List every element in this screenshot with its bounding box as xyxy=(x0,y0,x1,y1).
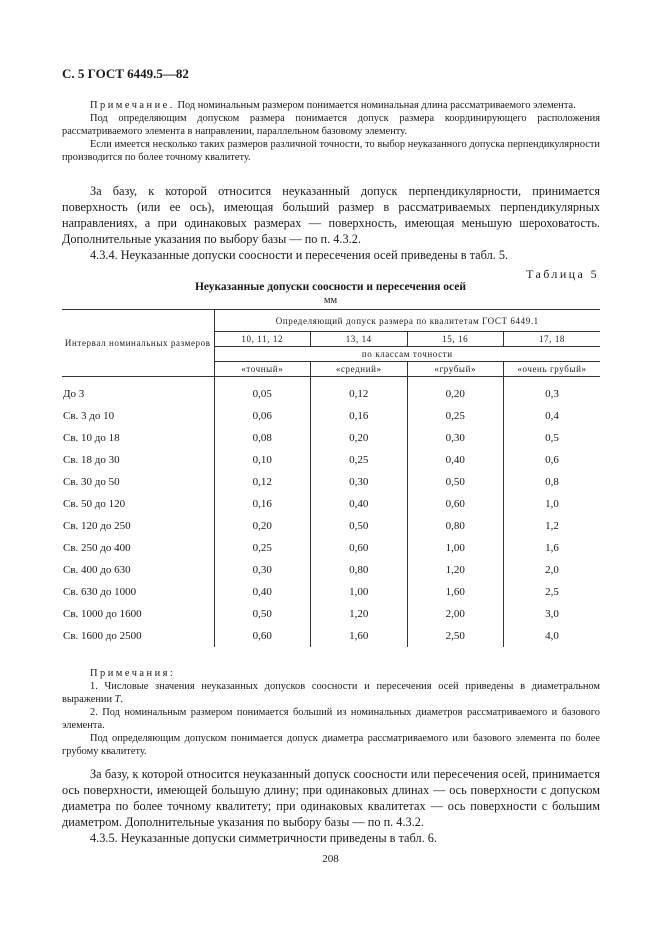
note-1 xyxy=(62,680,600,706)
tolerance-value-cell: 0,16 xyxy=(311,405,408,427)
tolerance-value-cell: 0,60 xyxy=(311,537,408,559)
tolerance-value-cell: 0,80 xyxy=(311,559,408,581)
tolerance-value-cell: 0,50 xyxy=(214,603,311,625)
note-text: Под номинальным размером понимается номинальная длина рассматриваемого элемента. xyxy=(174,100,576,111)
note-1-text: 1. Числовые значения неуказанных допусков соосности и пересечения осей приведены в диаметральном выражении xyxy=(62,681,600,705)
tolerance-value-cell: 1,20 xyxy=(311,603,408,625)
table-row xyxy=(62,471,600,493)
table-title: Неуказанные допуски соосности и пересечения осей xyxy=(194,281,467,293)
body-paragraphs-2 xyxy=(62,766,600,846)
tolerance-value-cell: 1,60 xyxy=(311,625,408,647)
tolerance-value-cell: 0,6 xyxy=(504,449,601,471)
interval-cell: Св. 250 до 400 xyxy=(63,542,131,554)
tolerance-value-cell: 1,0 xyxy=(504,493,601,515)
note-paragraph-3: Если имеется несколько таких размеров различной точности, то выбор неуказанного допуска перпендикулярности производится по более точному квалитету. xyxy=(62,139,600,163)
body-paragraphs-1 xyxy=(62,183,600,263)
tolerance-value-cell: 0,40 xyxy=(214,581,311,603)
tolerance-value-cell: 0,40 xyxy=(407,449,504,471)
tolerance-value-cell: 2,00 xyxy=(407,603,504,625)
interval-cell: Св. 1000 до 1600 xyxy=(63,608,142,620)
interval-cell: Св. 50 до 120 xyxy=(63,498,126,510)
tolerance-value-cell: 2,50 xyxy=(407,625,504,647)
interval-cell: До 3 xyxy=(63,388,85,400)
tolerance-value-cell: 0,30 xyxy=(311,471,408,493)
quality-header: 17, 18 xyxy=(504,332,601,347)
paragraph-base-perpendicularity: За базу, к которой относится неуказанный допуск перпендикулярности, принимается поверхность (или ее ось), имеющая больший размер в рассматриваемых перпендикулярных направлениях, а при одинаковых размерах — поверхность, имеющая меньшую шероховатость. Дополнительные указания по выбору базы — по п. 4.3.2. xyxy=(62,184,600,246)
tolerance-value-cell: 1,6 xyxy=(504,537,601,559)
class-header: «средний» xyxy=(311,362,408,377)
tolerance-value-cell: 0,4 xyxy=(504,405,601,427)
interval-cell: Св. 1600 до 2500 xyxy=(63,630,142,642)
tolerance-value-cell: 0,60 xyxy=(407,493,504,515)
tolerance-value-cell: 0,16 xyxy=(214,493,311,515)
paragraph-4-3-5: 4.3.5. Неуказанные допуски симметричности приведены в табл. 6. xyxy=(90,831,437,845)
tolerance-value-cell: 0,8 xyxy=(504,471,601,493)
note-3: Под определяющим допуском понимается допуск диаметра рассматриваемого или базового элемента по более грубому квалитету. xyxy=(62,733,600,757)
tolerance-value-cell: 0,60 xyxy=(214,625,311,647)
quality-header: 15, 16 xyxy=(407,332,504,347)
tolerance-value-cell: 0,10 xyxy=(214,449,311,471)
interval-cell: Св. 120 до 250 xyxy=(63,520,131,532)
tolerance-value-cell: 4,0 xyxy=(504,625,601,647)
tolerance-value-cell: 1,00 xyxy=(311,581,408,603)
tolerance-value-cell: 0,08 xyxy=(214,427,311,449)
table-row xyxy=(62,383,600,405)
notes-table-5 xyxy=(62,667,600,758)
tolerance-value-cell: 0,06 xyxy=(214,405,311,427)
note-2: 2. Под номинальным размером понимается больший из номинальных диаметров рассматриваемого и базового элемента. xyxy=(62,707,600,731)
class-header: «грубый» xyxy=(407,362,504,377)
table-row xyxy=(62,625,600,647)
note-perpendicularity xyxy=(62,99,600,164)
table-row xyxy=(62,603,600,625)
tolerance-value-cell: 0,20 xyxy=(214,515,311,537)
note-paragraph-2: Под определяющим допуском размера понимается допуск размера координирующего расположения рассматриваемого элемента в направлении, параллельном базовому элементу. xyxy=(62,113,600,137)
quality-header: 13, 14 xyxy=(311,332,408,347)
tolerance-value-cell: 0,3 xyxy=(504,383,601,405)
table-units: мм xyxy=(323,295,338,306)
table-row xyxy=(62,559,600,581)
tolerance-value-cell: 0,12 xyxy=(214,471,311,493)
table-row xyxy=(62,493,600,515)
tolerance-value-cell: 0,5 xyxy=(504,427,601,449)
interval-cell: Св. 3 до 10 xyxy=(63,410,115,422)
interval-cell: Св. 630 до 1000 xyxy=(63,586,137,598)
tolerance-table xyxy=(62,309,600,647)
table-row xyxy=(62,515,600,537)
paragraph-4-3-4: 4.3.4. Неуказанные допуски соосности и пересечения осей приведены в табл. 5. xyxy=(90,248,509,262)
tolerance-value-cell: 0,25 xyxy=(407,405,504,427)
tolerance-value-cell: 2,5 xyxy=(504,581,601,603)
tolerance-value-cell: 0,12 xyxy=(311,383,408,405)
tolerance-value-cell: 0,25 xyxy=(311,449,408,471)
notes-label: Примечания: xyxy=(90,668,176,679)
page-number: 208 xyxy=(322,853,339,865)
interval-cell: Св. 10 до 18 xyxy=(63,432,120,444)
tolerance-value-cell: 0,20 xyxy=(407,383,504,405)
tolerance-value-cell: 1,00 xyxy=(407,537,504,559)
note-1-end: . xyxy=(120,694,124,705)
tolerance-value-cell: 0,40 xyxy=(311,493,408,515)
class-header: «очень грубый» xyxy=(504,362,601,377)
tolerance-value-cell: 0,30 xyxy=(407,427,504,449)
table-row xyxy=(62,427,600,449)
table-row xyxy=(62,405,600,427)
tolerance-value-cell: 0,20 xyxy=(311,427,408,449)
class-header: «точный» xyxy=(214,362,311,377)
note-label: Примечание. xyxy=(90,100,175,111)
interval-cell: Св. 400 до 630 xyxy=(63,564,131,576)
interval-cell: Св. 30 до 50 xyxy=(63,476,120,488)
tolerance-value-cell: 0,50 xyxy=(407,471,504,493)
tolerance-value-cell: 2,0 xyxy=(504,559,601,581)
column-header-interval: Интервал номинальных размеров xyxy=(62,310,214,377)
table-row xyxy=(62,537,600,559)
tolerance-value-cell: 0,50 xyxy=(311,515,408,537)
note-paragraph-1 xyxy=(62,99,600,112)
interval-cell: Св. 18 до 30 xyxy=(63,454,120,466)
paragraph-base-coaxiality: За базу, к которой относится неуказанный допуск соосности или пересечения осей, принимается ось поверхности, имеющей большую длину; при одинаковых длинах — ось поверхности с допуском диаметра по более точному квалитету; при одинаковых квалитетах — ось поверхности с большим диаметром. Дополнительные указания по выбору базы — по п. 4.3.2. xyxy=(62,767,600,829)
tolerance-value-cell: 0,25 xyxy=(214,537,311,559)
column-header-group: Определяющий допуск размера по квалитетам ГОСТ 6449.1 xyxy=(214,310,600,332)
tolerance-value-cell: 1,20 xyxy=(407,559,504,581)
tolerance-value-cell: 0,80 xyxy=(407,515,504,537)
tolerance-value-cell: 3,0 xyxy=(504,603,601,625)
table-row xyxy=(62,449,600,471)
tolerance-value-cell: 0,30 xyxy=(214,559,311,581)
tolerance-value-cell: 0,05 xyxy=(214,383,311,405)
table-header-row-1 xyxy=(62,310,600,332)
tolerance-value-cell: 1,60 xyxy=(407,581,504,603)
tolerance-value-cell: 1,2 xyxy=(504,515,601,537)
class-group-header: по классам точности xyxy=(214,347,600,362)
table-label: Таблица 5 xyxy=(526,267,599,281)
quality-header: 10, 11, 12 xyxy=(214,332,311,347)
table-row xyxy=(62,581,600,603)
page-header: С. 5 ГОСТ 6449.5—82 xyxy=(62,66,189,81)
note-1-symbol: T xyxy=(114,694,121,705)
